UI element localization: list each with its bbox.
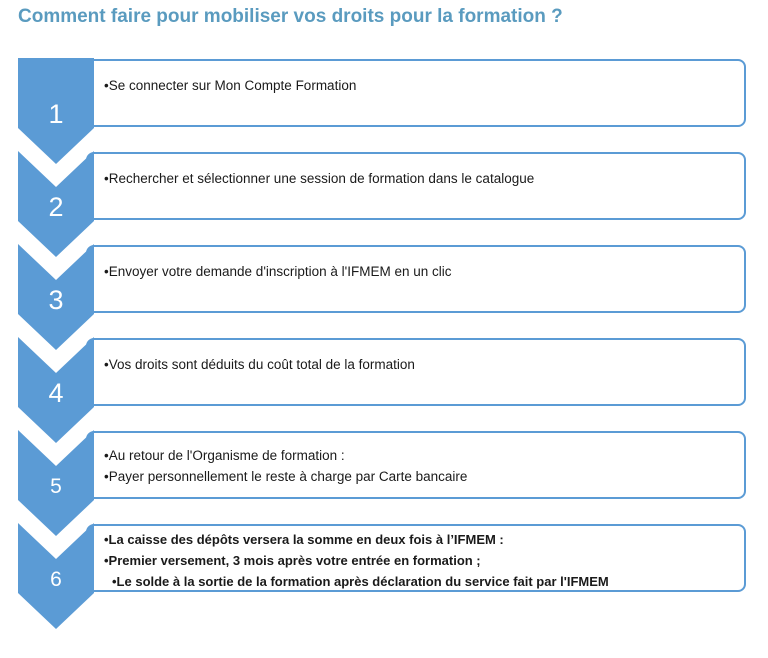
step-6-text-line-1: •La caisse des dépôts versera la somme en deux fois à l’IFMEM : (104, 532, 504, 547)
step-4-number: 4 (48, 378, 64, 408)
step-3-text: •Envoyer votre demande d'inscription à l'IFMEM en un clic (104, 264, 452, 279)
chevron-2 (18, 151, 94, 257)
step-1-text: •Se connecter sur Mon Compte Formation (104, 78, 357, 93)
step-1-number: 1 (48, 99, 64, 129)
step-5-number: 5 (50, 475, 62, 498)
chevron-3 (18, 244, 94, 350)
chevron-4 (18, 337, 94, 443)
step-2-text: •Rechercher et sélectionner une session de formation dans le catalogue (104, 171, 535, 186)
step-6-text-line-2: •Premier versement, 3 mois après votre entrée en formation ; (104, 553, 481, 568)
step-4-text: •Vos droits sont déduits du coût total de la formation (104, 357, 415, 372)
chevron-1 (18, 58, 94, 164)
step-5-text-line-1: •Au retour de l'Organisme de formation : (104, 448, 345, 463)
page-title: Comment faire pour mobiliser vos droits pour la formation ? (18, 6, 563, 27)
chevron-5 (18, 430, 94, 536)
step-6-number: 6 (50, 568, 62, 591)
step-2-number: 2 (48, 192, 64, 222)
step-6-text-line-3: •Le solde à la sortie de la formation après déclaration du service fait par l'IFMEM (112, 574, 609, 589)
step-3-number: 3 (48, 285, 64, 315)
chevron-6 (18, 523, 94, 629)
step-5-text-line-2: •Payer personnellement le reste à charge par Carte bancaire (104, 469, 468, 484)
